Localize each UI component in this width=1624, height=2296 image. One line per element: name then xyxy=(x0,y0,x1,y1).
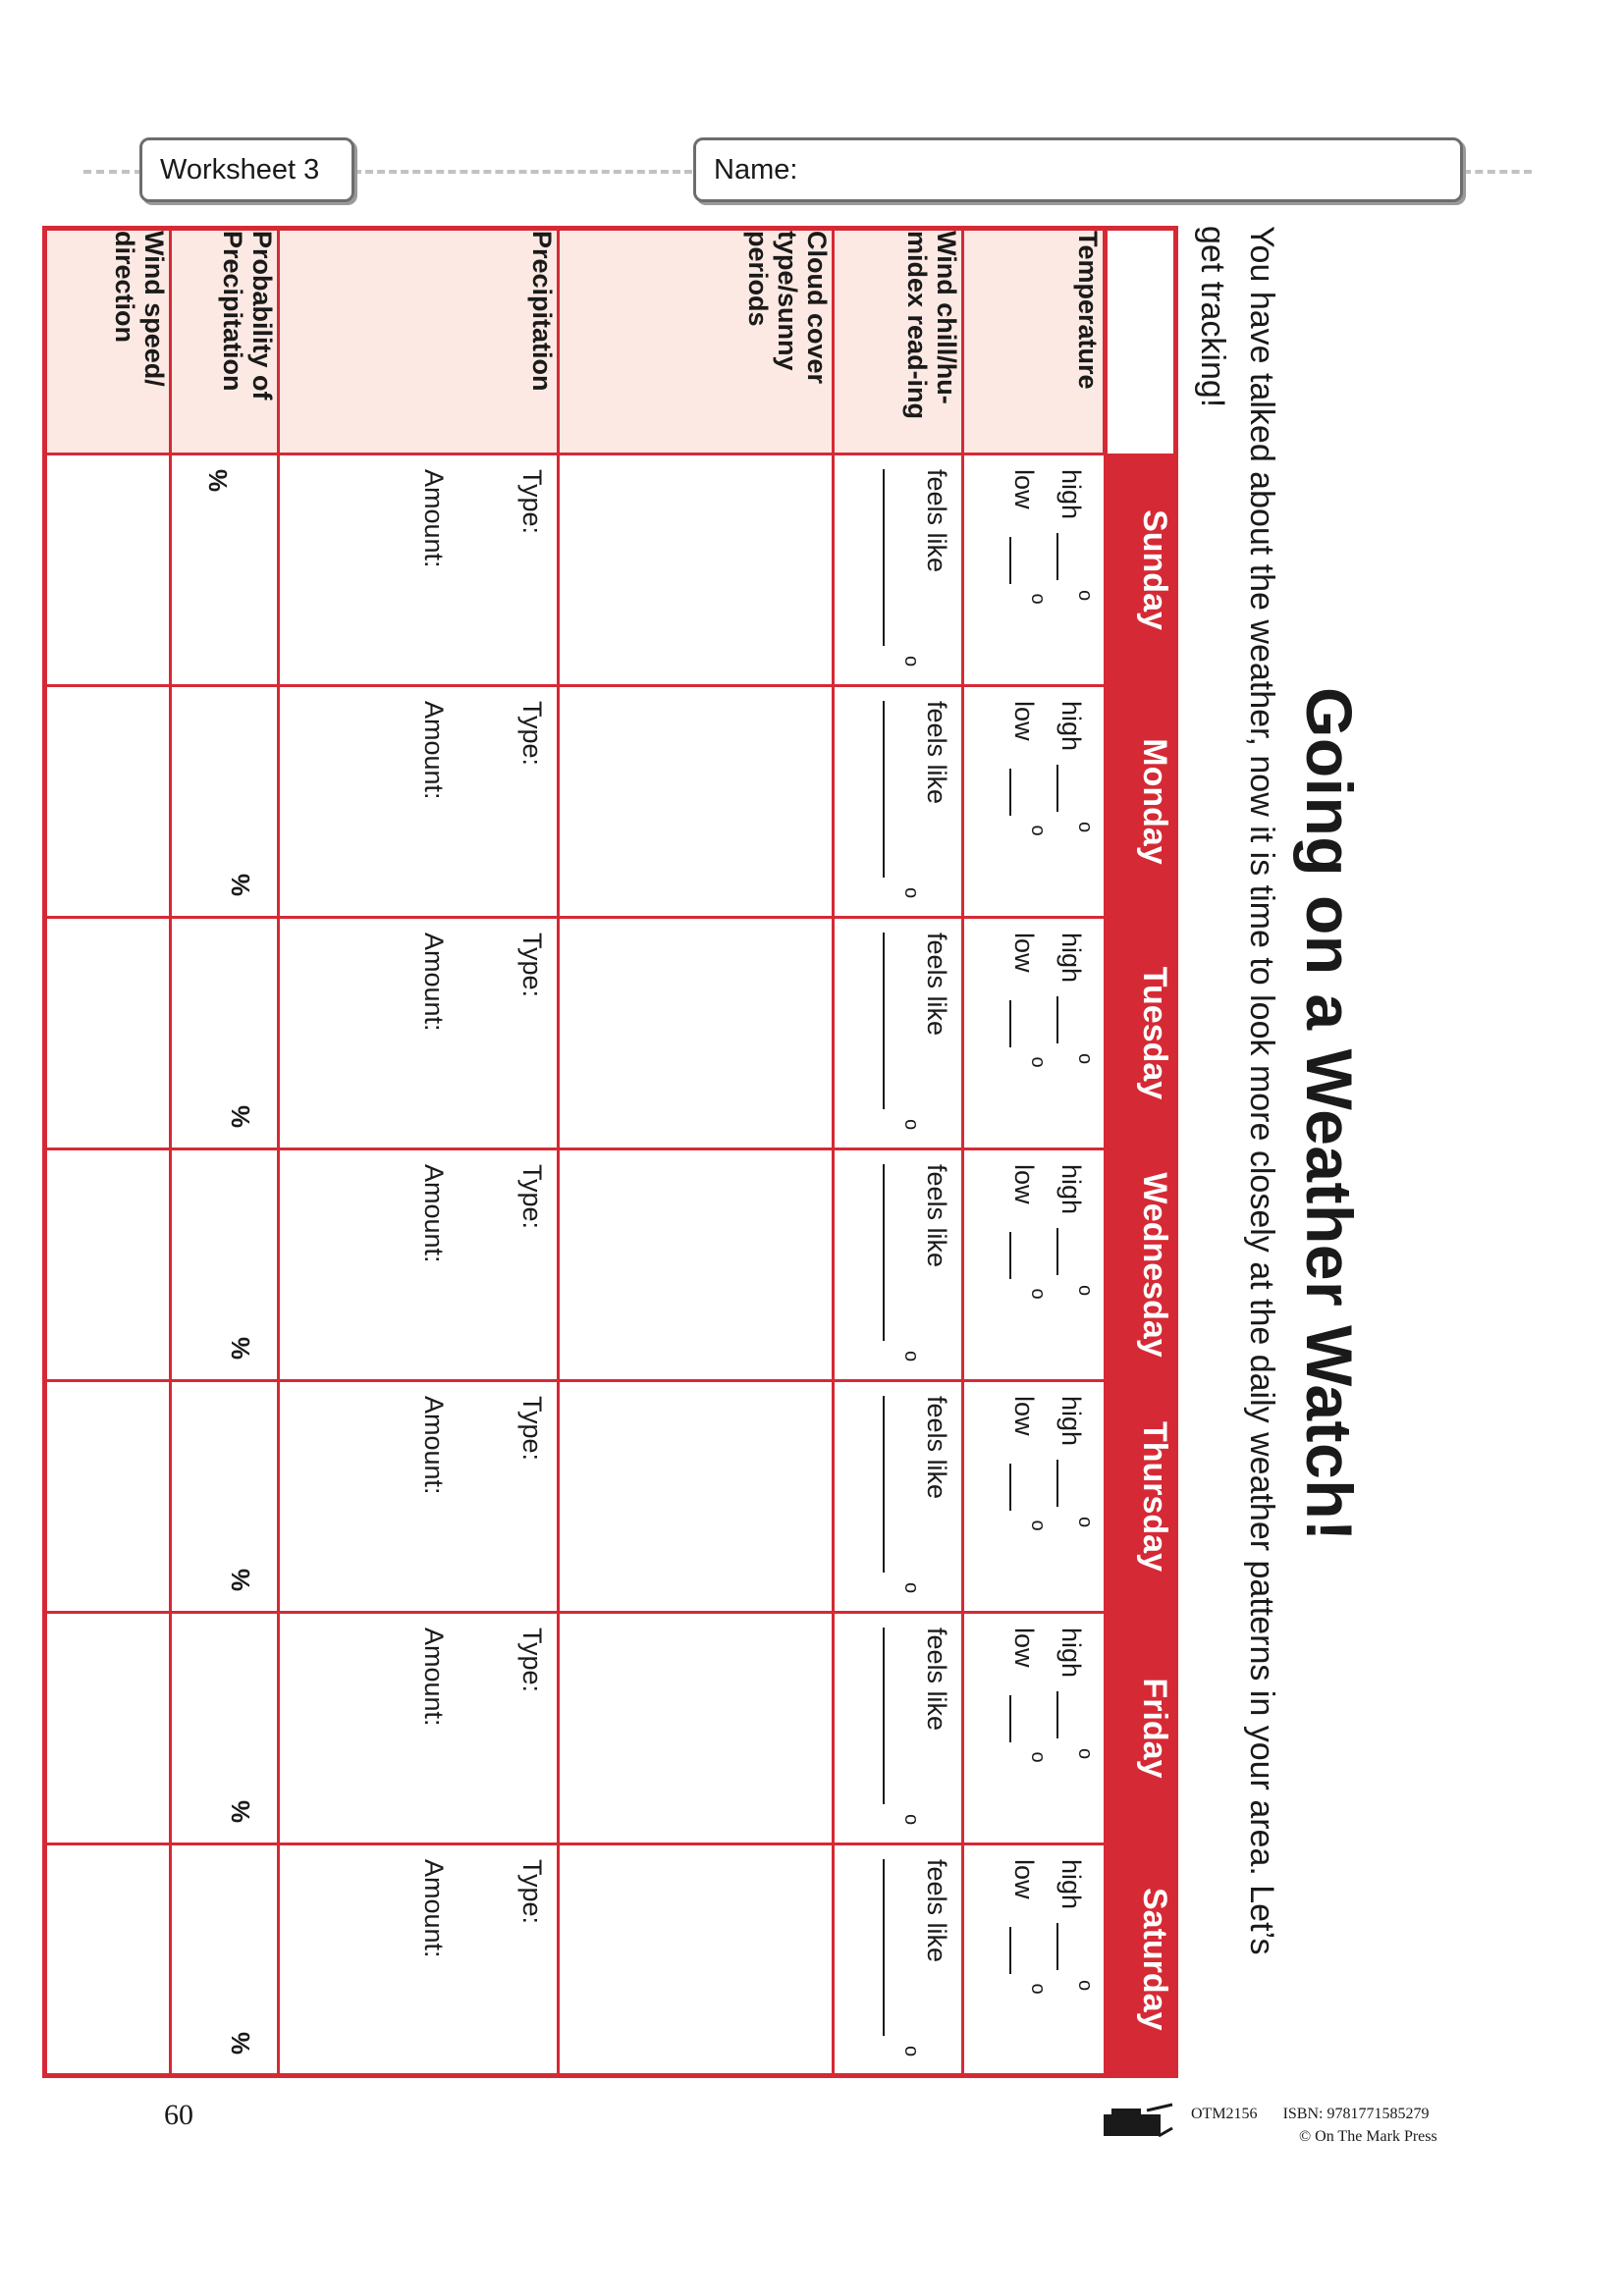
cloud-cell[interactable] xyxy=(559,1381,834,1613)
wind-cell[interactable] xyxy=(45,1613,171,1844)
degree-symbol: o xyxy=(900,1351,922,1362)
low-blank[interactable] xyxy=(1009,1695,1035,1742)
windchill-cell[interactable] xyxy=(834,1844,963,2076)
feels-like-blank[interactable] xyxy=(883,1396,908,1573)
precipitation-row xyxy=(279,229,559,2076)
probability-cell[interactable] xyxy=(171,686,279,918)
table-corner xyxy=(1106,229,1176,454)
windchill-cell[interactable] xyxy=(834,1149,963,1381)
page-number: 60 xyxy=(164,2099,193,2131)
degree-symbol: o xyxy=(1027,1751,1049,1763)
day-header: Monday xyxy=(1106,686,1176,918)
wind-cell[interactable] xyxy=(45,1844,171,2076)
wind-cell[interactable] xyxy=(45,1149,171,1381)
name-label: Name: xyxy=(714,154,798,186)
day-header-row xyxy=(1106,229,1176,2076)
type-label: Type: xyxy=(517,1396,547,1462)
high-blank[interactable] xyxy=(1056,1228,1082,1275)
feels-like-label: feels like xyxy=(922,933,951,1037)
temperature-cell[interactable] xyxy=(963,1844,1106,2076)
high-blank[interactable] xyxy=(1056,1923,1082,1970)
copyright: © On The Mark Press xyxy=(1299,2128,1437,2145)
row-label-temperature: Temperature xyxy=(963,229,1106,454)
percent-symbol: % xyxy=(203,469,233,493)
day-header: Saturday xyxy=(1106,1844,1176,2076)
percent-symbol: % xyxy=(226,1337,255,1361)
row-label-wind: Wind speed/ direction xyxy=(45,229,171,454)
low-label: low xyxy=(1009,469,1039,509)
type-label: Type: xyxy=(517,1859,547,1925)
high-label: high xyxy=(1056,701,1086,752)
windchill-cell[interactable] xyxy=(834,918,963,1149)
type-label: Type: xyxy=(517,1164,547,1230)
degree-symbol: o xyxy=(1074,1517,1096,1528)
degree-symbol: o xyxy=(1027,1520,1049,1531)
cloud-cell[interactable] xyxy=(559,1844,834,2076)
low-blank[interactable] xyxy=(1009,1927,1035,1974)
high-label: high xyxy=(1056,1859,1086,1910)
footer-credits xyxy=(1191,2103,1437,2148)
cloud-row xyxy=(559,229,834,2076)
degree-symbol: o xyxy=(900,1582,922,1594)
product-code: OTM2156 xyxy=(1191,2106,1258,2122)
probability-cell[interactable] xyxy=(171,1381,279,1613)
wind-cell[interactable] xyxy=(45,454,171,686)
day-header: Sunday xyxy=(1106,454,1176,686)
degree-symbol: o xyxy=(900,656,922,667)
windchill-row xyxy=(834,229,963,2076)
high-blank[interactable] xyxy=(1056,996,1082,1043)
intro-text: You have talked about the weather, now it is time to look more closely at the daily weather patterns in your area. Let’s get tracking! xyxy=(1194,226,1280,1955)
wind-cell[interactable] xyxy=(45,686,171,918)
probability-cell[interactable] xyxy=(171,1149,279,1381)
day-header: Tuesday xyxy=(1106,918,1176,1149)
low-label: low xyxy=(1009,1164,1039,1204)
degree-symbol: o xyxy=(1074,822,1096,833)
temperature-cell[interactable] xyxy=(963,1613,1106,1844)
day-header: Thursday xyxy=(1106,1381,1176,1613)
low-label: low xyxy=(1009,1396,1039,1436)
degree-symbol: o xyxy=(900,1814,922,1826)
low-label: low xyxy=(1009,701,1039,741)
high-label: high xyxy=(1056,1396,1086,1447)
temperature-cell[interactable] xyxy=(963,1149,1106,1381)
degree-symbol: o xyxy=(1074,1980,1096,1992)
low-blank[interactable] xyxy=(1009,537,1035,584)
high-blank[interactable] xyxy=(1056,1460,1082,1507)
row-label-cloud: Cloud cover type/sunny periods xyxy=(559,229,834,454)
degree-symbol: o xyxy=(1027,593,1049,605)
precipitation-cell[interactable] xyxy=(279,1149,559,1381)
low-blank[interactable] xyxy=(1009,769,1035,816)
precipitation-cell[interactable] xyxy=(279,918,559,1149)
high-blank[interactable] xyxy=(1056,533,1082,580)
low-label: low xyxy=(1009,1628,1039,1668)
feels-like-blank[interactable] xyxy=(883,469,908,646)
low-blank[interactable] xyxy=(1009,1000,1035,1047)
cloud-cell[interactable] xyxy=(559,918,834,1149)
high-blank[interactable] xyxy=(1056,1691,1082,1738)
degree-symbol: o xyxy=(1027,1288,1049,1300)
feels-like-blank[interactable] xyxy=(883,1628,908,1804)
cloud-cell[interactable] xyxy=(559,454,834,686)
degree-symbol: o xyxy=(1027,1056,1049,1068)
windchill-cell[interactable] xyxy=(834,1381,963,1613)
high-label: high xyxy=(1056,469,1086,520)
feels-like-label: feels like xyxy=(922,1859,951,1963)
temperature-cell[interactable] xyxy=(963,686,1106,918)
windchill-cell[interactable] xyxy=(834,686,963,918)
degree-symbol: o xyxy=(1074,590,1096,602)
probability-cell[interactable] xyxy=(171,1844,279,2076)
probability-cell[interactable] xyxy=(171,454,279,686)
amount-label: Amount: xyxy=(419,933,449,1032)
degree-symbol: o xyxy=(900,887,922,899)
row-label-probability: Probability of Precipitation xyxy=(171,229,279,454)
degree-symbol: o xyxy=(1074,1053,1096,1065)
amount-label: Amount: xyxy=(419,1164,449,1263)
precipitation-cell[interactable] xyxy=(279,454,559,686)
amount-label: Amount: xyxy=(419,1859,449,1958)
temperature-cell[interactable] xyxy=(963,918,1106,1149)
precipitation-cell[interactable] xyxy=(279,1844,559,2076)
type-label: Type: xyxy=(517,469,547,535)
low-label: low xyxy=(1009,933,1039,973)
header-dashline-middle xyxy=(353,170,692,174)
wind-row xyxy=(45,229,171,2076)
row-label-precipitation: Precipitation xyxy=(279,229,559,454)
feels-like-label: feels like xyxy=(922,1396,951,1500)
isbn: ISBN: 9781771585279 xyxy=(1282,2106,1430,2122)
percent-symbol: % xyxy=(226,2032,255,2056)
row-label-windchill: Wind chill/hu-midex read-ing xyxy=(834,229,963,454)
probability-cell[interactable] xyxy=(171,918,279,1149)
weather-table xyxy=(42,226,1178,2078)
precipitation-cell[interactable] xyxy=(279,1613,559,1844)
feels-like-blank[interactable] xyxy=(883,1859,908,2036)
header-dashline-left xyxy=(83,170,142,174)
feels-like-blank[interactable] xyxy=(883,1164,908,1341)
press-logo-icon xyxy=(1098,2101,1176,2140)
wind-cell[interactable] xyxy=(45,918,171,1149)
feels-like-label: feels like xyxy=(922,1164,951,1268)
degree-symbol: o xyxy=(1027,1983,1049,1995)
type-label: Type: xyxy=(517,933,547,998)
temperature-cell[interactable] xyxy=(963,454,1106,686)
type-label: Type: xyxy=(517,701,547,767)
probability-row xyxy=(171,229,279,2076)
feels-like-label: feels like xyxy=(922,469,951,573)
amount-label: Amount: xyxy=(419,1628,449,1727)
cloud-cell[interactable] xyxy=(559,1613,834,1844)
day-header: Wednesday xyxy=(1106,1149,1176,1381)
type-label: Type: xyxy=(517,1628,547,1693)
high-label: high xyxy=(1056,1628,1086,1679)
cloud-cell[interactable] xyxy=(559,686,834,918)
header-dashline-right xyxy=(1463,170,1532,174)
amount-label: Amount: xyxy=(419,469,449,568)
worksheet-content xyxy=(39,226,1414,2081)
temperature-row xyxy=(963,229,1106,2076)
worksheet-label: Worksheet 3 xyxy=(160,154,320,186)
cloud-cell[interactable] xyxy=(559,1149,834,1381)
precipitation-cell[interactable] xyxy=(279,1381,559,1613)
percent-symbol: % xyxy=(226,874,255,897)
windchill-cell[interactable] xyxy=(834,454,963,686)
feels-like-label: feels like xyxy=(922,701,951,805)
percent-symbol: % xyxy=(226,1569,255,1592)
degree-symbol: o xyxy=(1027,825,1049,836)
feels-like-label: feels like xyxy=(922,1628,951,1732)
high-label: high xyxy=(1056,1164,1086,1215)
page-title: Going on a Weather Watch! xyxy=(1293,687,1366,1542)
feels-like-blank[interactable] xyxy=(883,933,908,1109)
low-blank[interactable] xyxy=(1009,1464,1035,1511)
degree-symbol: o xyxy=(900,1119,922,1131)
worksheet-label-box xyxy=(139,137,354,202)
low-blank[interactable] xyxy=(1009,1232,1035,1279)
high-label: high xyxy=(1056,933,1086,984)
percent-symbol: % xyxy=(226,1105,255,1129)
amount-label: Amount: xyxy=(419,701,449,800)
degree-symbol: o xyxy=(1074,1748,1096,1760)
temperature-cell[interactable] xyxy=(963,1381,1106,1613)
amount-label: Amount: xyxy=(419,1396,449,1495)
precipitation-cell[interactable] xyxy=(279,686,559,918)
day-header: Friday xyxy=(1106,1613,1176,1844)
windchill-cell[interactable] xyxy=(834,1613,963,1844)
percent-symbol: % xyxy=(226,1800,255,1824)
wind-cell[interactable] xyxy=(45,1381,171,1613)
high-blank[interactable] xyxy=(1056,765,1082,812)
probability-cell[interactable] xyxy=(171,1613,279,1844)
feels-like-blank[interactable] xyxy=(883,701,908,878)
degree-symbol: o xyxy=(900,2046,922,2057)
low-label: low xyxy=(1009,1859,1039,1899)
name-field[interactable] xyxy=(693,137,1463,202)
degree-symbol: o xyxy=(1074,1285,1096,1297)
